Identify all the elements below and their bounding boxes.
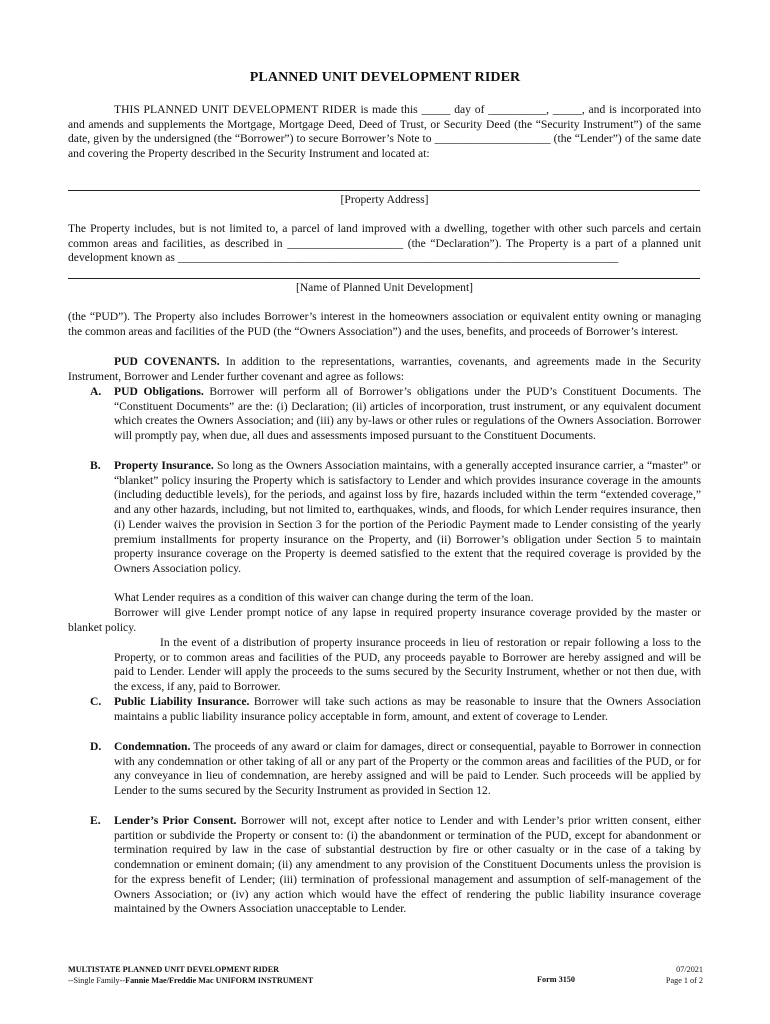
covenant-d-label: D.: [90, 740, 102, 753]
covenant-d-body: [114, 740, 701, 799]
property-address-caption: [Property Address]: [340, 193, 429, 206]
footer-page-number: Page 1 of 2: [665, 975, 703, 985]
covenant-b-subparagraph-3-wrap: [68, 636, 701, 695]
covenant-d: [68, 740, 701, 799]
covenant-c: [68, 695, 701, 724]
footer-right: [600, 965, 703, 986]
covenant-b-text: So long as the Owners Association maintains, with a generally accepted insurance carrier, a “master” or “blanket” policy insuring the Property which is satisfactory to Lender and which provides insurance coverage in the amounts (including deductible levels), for the periods, and against loss by fire, hazards included within the term “extended coverage,” and any other hazards, including, but not limited to, earthquakes, winds, and floods, for which Lender requires insurance, then (i) Lender waives the provision in Section 3 for the portion of the Periodic Payment made to Lender consisting of the yearly premium installments for property insurance on the Property, and (ii) Borrower’s obligation under Section 5 to maintain property insurance coverage on the Property is deemed satisfied to the extent that the required coverage is provided by the Owners Association policy.: [114, 459, 701, 575]
footer-form-title: MULTISTATE PLANNED UNIT DEVELOPMENT RIDER: [68, 965, 280, 974]
covenant-a: [68, 385, 701, 444]
covenant-e: [68, 814, 701, 917]
covenant-c-body: [114, 695, 701, 724]
pud-paragraph: (the “PUD”). The Property also includes Borrower’s interest in the homeowners association or equivalent entity owning or managing the common areas and facilities of the PUD (the “Owners Association”) and the uses, benefits, and proceeds of Borrower’s interest.: [68, 310, 701, 338]
footer-left: [68, 965, 313, 986]
covenants-text: In addition to the representations, warranties, covenants, and agreements made in the Security Instrument, Borrower and Lender further covenant and agree as follows:: [68, 355, 701, 383]
footer-date: 07/2021: [676, 965, 703, 974]
covenant-b-body: [114, 459, 701, 577]
covenants-paragraph: [68, 355, 701, 384]
covenant-e-heading: Lender’s Prior Consent.: [114, 814, 237, 827]
pud-name-caption: [Name of Planned Unit Development]: [295, 281, 474, 294]
footer-instrument-line: [68, 976, 313, 987]
covenant-b-heading: Property Insurance.: [114, 459, 214, 472]
covenant-b-subparagraph-3: In the event of a distribution of property insurance proceeds in lieu of restoration or repair following a loss to the Property, or to common areas and facilities of the PUD, any proceeds payable to Borrower are hereby assigned and will be paid to Lender. Lender will apply the proceeds to the sums secured by the Security Instrument, whether or not then due, with the excess, if any, paid to Borrower.: [114, 636, 701, 694]
footer-uniform-instrument: Fannie Mae/Freddie Mac UNIFORM INSTRUMENT: [125, 975, 314, 985]
covenant-c-text: Borrower will take such actions as may be reasonable to insure that the Owners Association maintains a public liability insurance policy acceptable in form, amount, and extent of coverage to Lender.: [114, 695, 701, 723]
property-paragraph: The Property includes, but is not limited to, a parcel of land improved with a dwelling, together with other such parcels and certain common areas and facilities, as described in ____________________ (the “Declaration”). The Property is a part of a planned unit development known as ____________________________________________________________________________: [68, 222, 701, 265]
covenant-e-label: E.: [90, 814, 101, 827]
covenant-c-label: C.: [90, 695, 102, 708]
covenant-e-body: [114, 814, 701, 917]
covenant-c-heading: Public Liability Insurance.: [114, 695, 250, 708]
property-address-line: [68, 190, 700, 191]
footer-single-family: --Single Family--: [68, 975, 126, 985]
covenant-a-label: A.: [90, 385, 102, 398]
intro-paragraph: THIS PLANNED UNIT DEVELOPMENT RIDER is made this _____ day of __________, _____, and is incorporated into and amends and supplements the Mortgage, Mortgage Deed, Deed of Trust, or Security Deed (the “Security Instrument”) of the same date, given by the undersigned (the “Borrower”) to secure Borrower’s Note to ____________________ (the “Lender”) of the same date and covering the Property described in the Security Instrument and located at:: [68, 103, 701, 161]
footer-form-number: Form 3150: [537, 975, 575, 984]
page-title: PLANNED UNIT DEVELOPMENT RIDER: [249, 70, 521, 85]
covenant-b-subparagraph-2: Borrower will give Lender prompt notice of any lapse in required property insurance coverage provided by the master or blanket policy.: [68, 606, 701, 634]
covenant-e-text: Borrower will not, except after notice to Lender and with Lender’s prior written consent, either partition or subdivide the Property or consent to: (i) the abandonment or termination of the PUD, except for abandonment or termination required by law in the case of substantial destruction by fire or other casualty or in the case of a taking by condemnation or eminent domain; (ii) any amendment to any provision of the Constituent Documents unless the provision is for the express benefit of Lender; (iii) termination of professional management and assumption of self-management of the Owners Association; or (iv) any action which would have the effect of rendering the public liability insurance coverage maintained by the Owners Association unacceptable to Lender.: [114, 814, 701, 916]
covenant-d-heading: Condemnation.: [114, 740, 191, 753]
covenant-a-text: Borrower will perform all of Borrower’s obligations under the PUD’s Constituent Documents. The “Constituent Documents” are the: (i) Declaration; (ii) articles of incorporation, trust instrument, or any equivalent document which creates the Owners Association; and (iii) any by-laws or other rules or regulations of the Owners Association. Borrower will promptly pay, when due, all dues and assessments imposed pursuant to the Constituent Documents.: [114, 385, 701, 443]
pud-name-line: [68, 278, 700, 279]
covenant-a-heading: PUD Obligations.: [114, 385, 204, 398]
covenant-b: [68, 459, 701, 577]
covenant-b-label: B.: [90, 459, 101, 472]
covenants-heading: PUD COVENANTS.: [114, 355, 220, 368]
covenant-a-body: [114, 385, 701, 444]
covenant-d-text: The proceeds of any award or claim for damages, direct or consequential, payable to Borrower in connection with any condemnation or other taking of all or any part of the Property or the common areas and facilities of the PUD, or for any conveyance in lieu of condemnation, are hereby assigned and will be paid to Lender. Such proceeds will be applied by Lender to the sums secured by the Security Instrument as provided in Section 12.: [114, 740, 701, 798]
covenant-b-subparagraph-1: What Lender requires as a condition of this waiver can change during the term of the loan.: [114, 591, 534, 604]
